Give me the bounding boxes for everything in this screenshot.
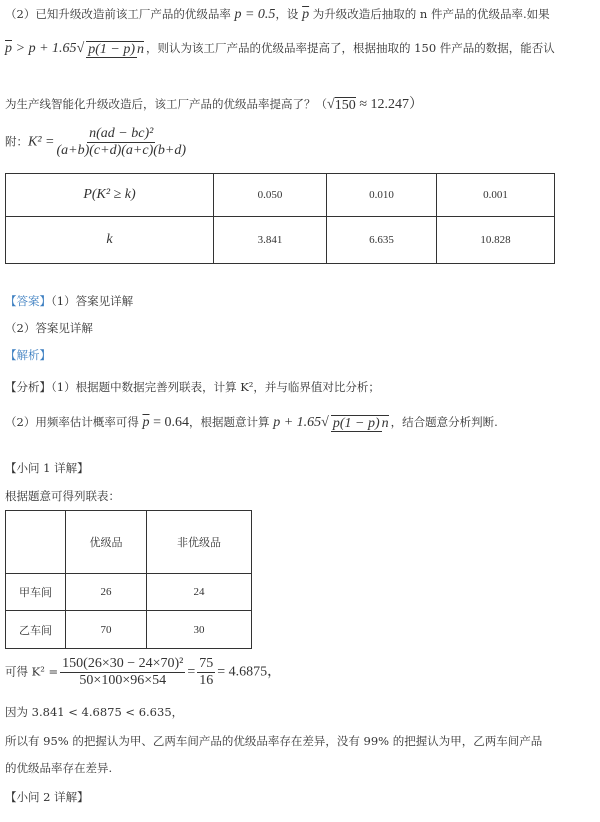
table-cell: 30 (147, 611, 252, 649)
table-row (6, 217, 555, 264)
table-cell: 非优级品 (147, 511, 252, 574)
denominator: n (381, 415, 389, 431)
table-row (6, 511, 252, 574)
denominator: 16 (199, 673, 214, 688)
table-cell: 乙车间 (6, 611, 66, 649)
math: = (187, 664, 196, 680)
text: （2）用频率估计概率可得 (5, 415, 143, 429)
numerator: 75 (199, 656, 214, 671)
table-cell: 优级品 (66, 511, 147, 574)
denominator: (a+b)(c+d)(a+c)(b+d) (56, 143, 186, 158)
text: 为生产线智能化升级改造后，该工厂产品的优级品率提高了？（ (5, 97, 327, 111)
numerator: p(1 − p) (332, 415, 380, 431)
fraction (197, 656, 215, 689)
table-cell: P(K² ≥ k) (6, 174, 214, 217)
contingency-table (5, 510, 252, 649)
math: 150 (334, 97, 356, 113)
math: p + 1.65 (273, 415, 322, 430)
table-cell (6, 511, 66, 574)
answer-line-2: （2）答案见详解 (5, 321, 93, 335)
math: $\overline{p}$ (5, 41, 12, 56)
math: ≈ 12.247） (359, 97, 424, 112)
table-row (6, 174, 555, 217)
text: （1）答案见详解 (51, 294, 134, 308)
table-row (6, 611, 252, 649)
sub-question-2-heading: 【小问 2 详解】 (5, 790, 89, 804)
question-line-1 (5, 6, 550, 23)
table-cell: 24 (147, 574, 252, 611)
table-cell: 0.001 (437, 174, 555, 217)
numerator: p(1 − p) (88, 41, 136, 57)
sub-question-1-heading: 【小问 1 详解】 (5, 461, 89, 475)
table-cell: 10.828 (437, 217, 555, 264)
conclusion-line-2: 的优级品率存在差异. (5, 761, 113, 775)
critical-value-table (5, 173, 555, 264)
table-cell: 0.050 (214, 174, 327, 217)
table-cell: 70 (66, 611, 147, 649)
table-cell: 3.841 (214, 217, 327, 264)
math: > p + 1.65 (15, 41, 77, 56)
fraction (86, 41, 144, 58)
math: K² = (28, 134, 55, 150)
math: $\overline{p}$ (302, 7, 310, 22)
question-line-3: 为生产线智能化升级改造后，该工厂产品的优级品率提高了？（√150 ≈ 12.247） (5, 97, 424, 113)
fraction (56, 126, 186, 159)
denominator: n (137, 41, 145, 57)
text: 可得 K² = (5, 664, 59, 679)
math: p = 0.5 (234, 7, 276, 22)
text: ，设 (275, 7, 303, 21)
appendix-formula (5, 126, 188, 159)
math: = 4.6875， (217, 664, 282, 680)
because-line: 因为 3.841 < 4.6875 < 6.635， (5, 705, 184, 719)
answer-label: 【答案】 (5, 294, 51, 308)
question-line-2: $\overline{p} > p + 1.65√$ p(1 − p) n ，则认为该工厂产品的优级品率提高了，根据抽取的 150 件产品的数据，能否认 (5, 41, 555, 57)
text: （2）已知升级改造前该工厂产品的优级品率 (5, 7, 235, 21)
table-cell: 6.635 (327, 217, 437, 264)
text: ，根据题意计算 (189, 415, 274, 429)
math: = 0.64 (153, 415, 190, 430)
fraction (331, 415, 389, 432)
conclusion-line-1: 所以有 95% 的把握认为甲、乙两车间产品的优级品率存在差异，没有 99% 的把握认为甲，乙两车间产品 (5, 734, 543, 748)
text: ，则认为该工厂产品的优级品率提高了，根据抽取的 150 件产品的数据，能否认 (146, 41, 555, 55)
answer-line-1 (5, 293, 133, 309)
denominator: 50×100×96×54 (79, 673, 167, 688)
table-row (6, 574, 252, 611)
table-cell: 甲车间 (6, 574, 66, 611)
k2-calculation (5, 656, 281, 689)
fraction (60, 656, 185, 689)
table-cell: k (6, 217, 214, 264)
text: 为升级改造后抽取的 n 件产品的优级品率.如果 (309, 7, 550, 21)
text: ，结合题意分析判断. (390, 415, 498, 429)
analysis-line-1: 【分析】（1）根据题中数据完善列联表，计算 K²，并与临界值对比分析； (5, 380, 380, 394)
analysis-line-2: （2）用频率估计概率可得 $\overline{p} = 0.64$，根据题意计算 p + 1.65√ p(1 − p) n ，结合题意分析判断. (5, 415, 498, 431)
analysis-label: 【解析】 (5, 348, 51, 362)
table-cell: 0.010 (327, 174, 437, 217)
label: 附： (5, 134, 28, 149)
text: 根据题意可得列联表： (5, 489, 120, 503)
table-cell: 26 (66, 574, 147, 611)
numerator: n(ad − bc)² (89, 126, 154, 141)
math: $\overline{p}$ (142, 415, 150, 430)
numerator: 150(26×30 − 24×70)² (62, 656, 184, 671)
